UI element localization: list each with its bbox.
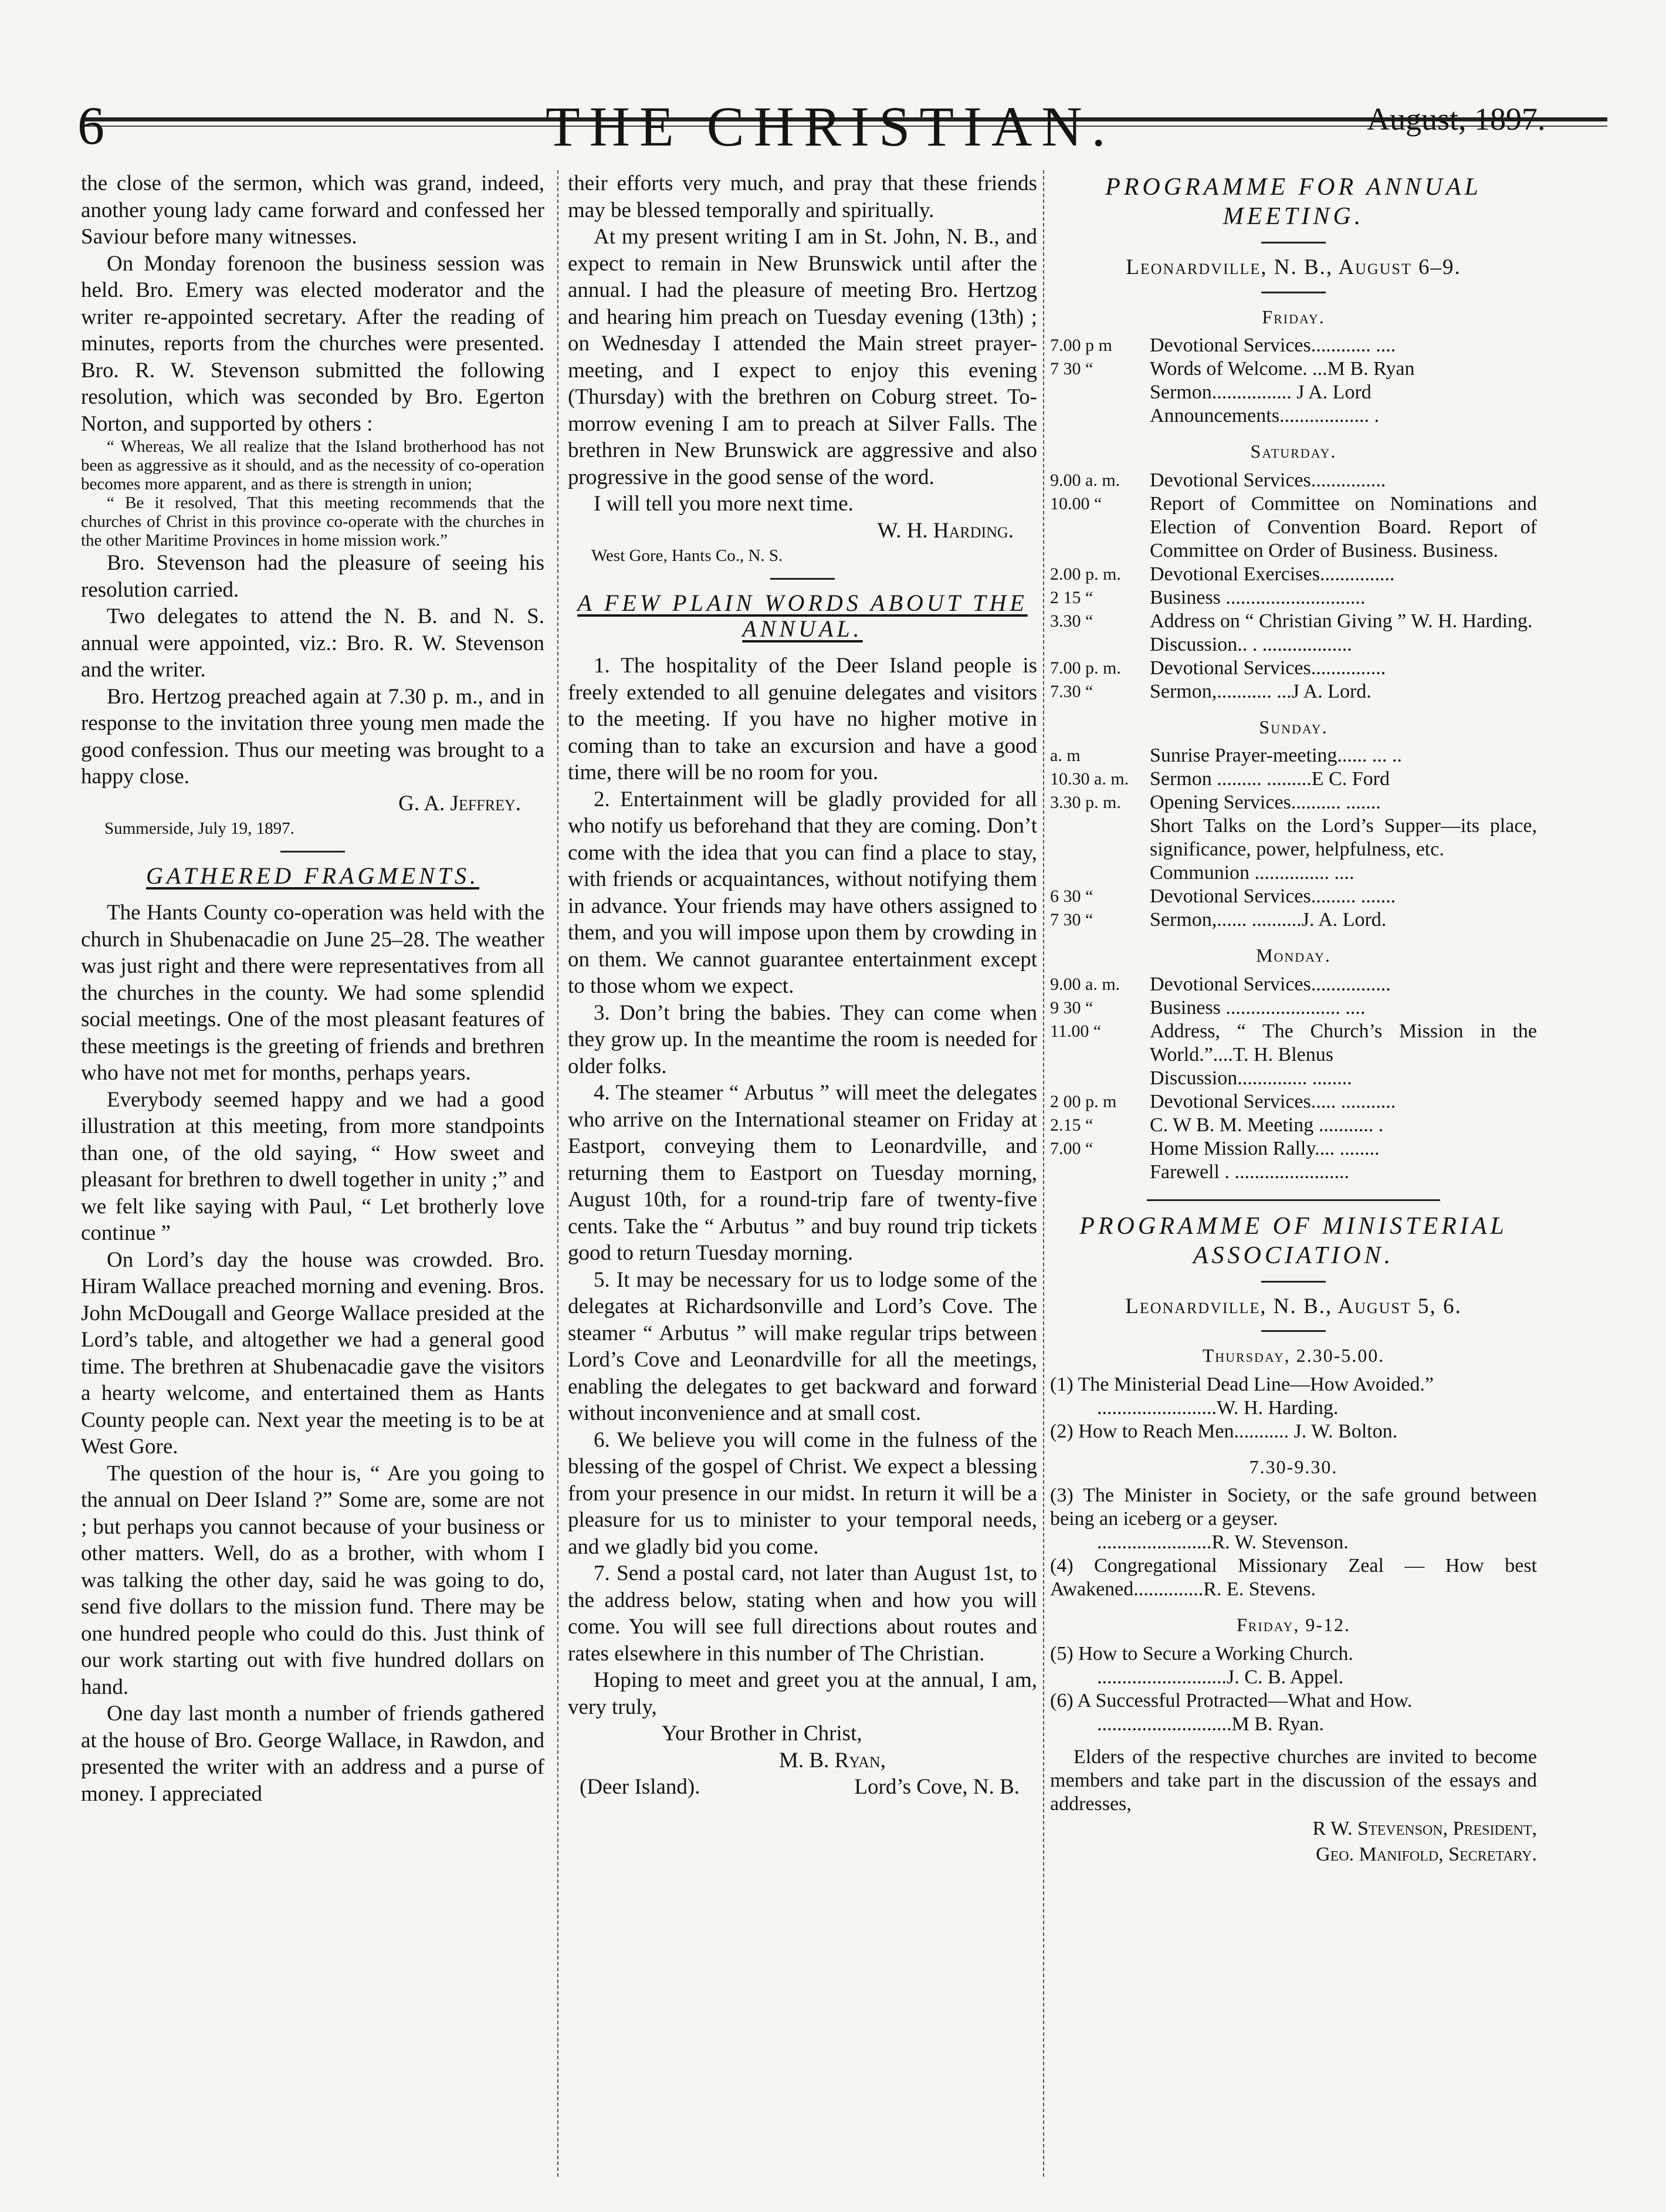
programme-time	[1050, 381, 1150, 404]
programme-place: Leonardville, N. B., August 5, 6.	[1125, 1294, 1462, 1318]
programme-time: 6 30 “	[1050, 887, 1093, 906]
programme-event: Business ............................	[1150, 586, 1366, 608]
programme-row	[1050, 861, 1537, 885]
section-title: GATHERED FRAGMENTS.	[145, 863, 480, 889]
resolution-quote: “ Be it resolved, That this meeting recommends that the churches of Christ in this province co-operate with the churches in the other Maritime Provinces in home mission work.”	[81, 493, 544, 550]
programme-event: Words of Welcome. ...M B. Ryan	[1150, 358, 1415, 380]
essay-title: (3) The Minister in Society, or the safe ground between being an iceberg or a geyser.	[1050, 1484, 1537, 1530]
programme-event: Devotional Services..... ...........	[1150, 1090, 1396, 1112]
programme-time: 10.00 “	[1050, 493, 1102, 513]
programme-time: 7.00 p m	[1050, 336, 1112, 355]
programme-row	[1050, 381, 1537, 404]
programme-time: 2 15 “	[1050, 587, 1093, 607]
programme-row	[1050, 973, 1537, 996]
programme-time	[1050, 861, 1150, 885]
programme-place: Leonardville, N. B., August 6–9.	[1126, 255, 1461, 279]
programme-row	[1050, 744, 1537, 767]
programme-row	[1050, 610, 1537, 633]
programme-row	[1050, 492, 1537, 563]
programme-time: 3.30 “	[1050, 611, 1093, 631]
programme-time	[1050, 404, 1150, 428]
programme-time: 10.30 a. m.	[1050, 769, 1129, 789]
essay-author: ...........................M B. Ryan.	[1097, 1713, 1324, 1735]
list-item: 2. Entertainment will be gladly provided for all who notify us beforehand that they are coming. Don’t come with the idea that you can find a place to stay, with friends or acquaintances, without notifying them in advance. Your friends may have others assigned to them, and you will impose upon them by crowding in on them. We cannot guarantee entertainment except to those whom we expect.	[568, 787, 1037, 998]
paragraph: Two delegates to attend the N. B. and N. S. annual were appointed, viz.: Bro. R. W. Stevenson and the writer.	[81, 604, 544, 682]
essay-title: (6) A Successful Protracted—What and How.	[1050, 1689, 1413, 1712]
closing: Your Brother in Christ,	[662, 1721, 862, 1746]
programme-row	[1050, 996, 1537, 1020]
issue-date: August, 1897.	[1367, 102, 1546, 137]
programme-event: Announcements.................. .	[1150, 405, 1379, 427]
programme-event: Devotional Services...............	[1150, 469, 1386, 491]
programme-row	[1050, 657, 1537, 680]
column-2	[568, 170, 1037, 1801]
programme-days	[1050, 304, 1537, 1184]
day-heading: Friday.	[1262, 306, 1325, 327]
essay-item	[1050, 1642, 1537, 1689]
session-items	[1050, 1642, 1537, 1736]
day-heading: Sunday.	[1259, 716, 1328, 738]
programme-row	[1050, 1114, 1537, 1137]
programme-row	[1050, 1067, 1537, 1090]
column-divider-2	[1043, 170, 1044, 2177]
programme-row	[1050, 586, 1537, 610]
programme-title: PROGRAMME FOR ANNUAL MEETING.	[1105, 174, 1482, 230]
paragraph: At my present writing I am in St. John, N. B., and expect to remain in New Brunswick until after the annual. I had the pleasure of meeting Bro. Hertzog and hearing him preach on Tuesday evening (13th) ; on Wednesday I attended the Main street prayer-meeting, and I expect to enjoy this evening (Thursday) with the brethren on Coburg street. To-morrow evening I am to preach at Silver Falls. The brethren in New Brunswick are aggressive and also progressive in the good sense of the word.	[568, 225, 1037, 489]
paragraph: On Monday forenoon the business session was held. Bro. Emery was elected moderator and the writer re-appointed secretary. After the reading of minutes, reports from the churches were presented. Bro. R. W. Stevenson submitted the following resolution, which was seconded by Bro. Egerton Norton, and supported by others :	[81, 251, 544, 436]
programme-time	[1050, 1161, 1150, 1184]
closing-signature: M. B. Ryan,	[779, 1748, 886, 1773]
programme-event: Devotional Services......... .......	[1150, 885, 1396, 907]
essay-author: .......................R. W. Stevenson.	[1097, 1531, 1349, 1553]
paragraph: The Hants County co-operation was held with the church in Shubenacadie on June 25–28. The weather was just right and there were representatives from all the churches in the county. We had some splendid social meetings. One of the most pleasant features of these meetings is the greeting of friends and brethren who have not met for months, perhaps years.	[81, 901, 544, 1085]
resolution-quote: “ Whereas, We all realize that the Island brotherhood has not been as aggressive as it should, and as the necessity of co-operation becomes more apparent, and as there is strength in union;	[81, 437, 544, 493]
programme-row	[1050, 791, 1537, 814]
paragraph: The question of the hour is, “ Are you going to the annual on Deer Island ?” Some are, some are not ; but perhaps you cannot because of your business or other matters. Well, do as a brother, with whom I was talking the other day, said he was going to do, send five dollars to the mission fund. There may be one hundred people who could do this. Just think of our work starting out with five hundred dollars on hand.	[81, 1461, 544, 1699]
paragraph: I will tell you more next time.	[594, 492, 854, 516]
essay-item	[1050, 1373, 1537, 1420]
programme-row	[1050, 767, 1537, 791]
programme-row	[1050, 357, 1537, 381]
day-heading: Saturday.	[1250, 441, 1337, 462]
programme-event: Sermon,........... ...J A. Lord.	[1150, 680, 1372, 702]
programme-event: C. W B. M. Meeting ........... .	[1150, 1114, 1384, 1136]
closing-address	[568, 1774, 1037, 1801]
essay-author: ........................W. H. Harding.	[1097, 1396, 1339, 1419]
list-item: 4. The steamer “ Arbutus ” will meet the delegates who arrive on the International steamer on Friday at Eastport, conveying them to Leonardville, and returning them to Eastport on Tuesday morning, August 10th, for a round-trip fare of twenty-five cents. Take the “ Arbutus ” and buy round trip tickets good to return Tuesday morning.	[568, 1081, 1037, 1265]
programme-time: 2.15 “	[1050, 1115, 1093, 1135]
column-divider-1	[557, 170, 558, 2177]
closing: Hoping to meet and greet you at the annual, I am, very truly,	[568, 1668, 1037, 1719]
essay-title: (1) The Ministerial Dead Line—How Avoided.”	[1050, 1373, 1434, 1395]
programme-row	[1050, 1090, 1537, 1114]
session-heading: 7.30-9.30.	[1249, 1456, 1338, 1477]
programme-row	[1050, 334, 1537, 357]
programme-event: Sermon,...... ..........J. A. Lord.	[1150, 909, 1387, 931]
programme-event: Devotional Services................	[1150, 973, 1391, 995]
paragraph: Everybody seemed happy and we had a good illustration at this meeting, from more standpoints than one, of the old saying, “ How sweet and pleasant for brethren to dwell together in unity ;” and we felt like saying with Paul, “ Let brotherly love continue ”	[81, 1087, 544, 1245]
essay-author: ..........................J. C. B. Appel.	[1097, 1666, 1344, 1688]
programme-time: 7.00 “	[1050, 1138, 1093, 1158]
signature: G. A. Jeffrey.	[398, 791, 521, 816]
programme-event: Communion ............... ....	[1150, 862, 1355, 884]
programme-event: Short Talks on the Lord’s Supper—its place, significance, power, helpfulness, etc.	[1150, 815, 1537, 860]
session-heading: Friday, 9-12.	[1236, 1614, 1351, 1635]
essay-title: (2) How to Reach Men........... J. W. Bolton.	[1050, 1420, 1398, 1442]
programme-time: 7.30 “	[1050, 681, 1093, 701]
programme-event: Address, “ The Church’s Mission in the World.”....T. H. Blenus	[1150, 1020, 1537, 1066]
programme-event: Report of Committee on Nominations and Election of Convention Board. Report of Committee on Order of Business. Business.	[1150, 492, 1537, 562]
session-heading: Thursday, 2.30-5.00.	[1202, 1345, 1385, 1366]
paragraph: One day last month a number of friends gathered at the house of Bro. George Wallace, in Rawdon, and presented the writer with an address and a purse of money. I appreciated	[81, 1702, 544, 1806]
list-item: 7. Send a postal card, not later than August 1st, to the address below, stating when and how you will come. You will see full directions about routes and rates elsewhere in this number of The Christian.	[568, 1561, 1037, 1666]
day-heading: Monday.	[1256, 945, 1331, 966]
session-items	[1050, 1484, 1537, 1601]
paragraph: Bro. Stevenson had the pleasure of seeing his resolution carried.	[81, 551, 544, 602]
programme-row	[1050, 1020, 1537, 1067]
programme-time: 11.00 “	[1050, 1021, 1102, 1041]
essay-item	[1050, 1484, 1537, 1554]
programme-time: 7 30 “	[1050, 359, 1093, 378]
programme-row	[1050, 908, 1537, 932]
programme-row	[1050, 1137, 1537, 1161]
section-title: A FEW PLAIN WORDS ABOUT THE ANNUAL.	[577, 590, 1028, 642]
officer-line: Geo. Manifold, Secretary.	[1316, 1843, 1537, 1865]
section-rule	[1261, 242, 1326, 243]
programme-time: 9 30 “	[1050, 997, 1093, 1017]
essay-item	[1050, 1554, 1537, 1601]
paragraph: the close of the sermon, which was grand, indeed, another young lady came forward and confessed her Saviour before many witnesses.	[81, 171, 544, 249]
column-3	[1050, 170, 1537, 1868]
programme-event: Home Mission Rally.... ........	[1150, 1137, 1380, 1159]
programme-time	[1050, 814, 1150, 861]
dateline: West Gore, Hants Co., N. S.	[591, 546, 783, 565]
programme-row	[1050, 885, 1537, 908]
programme-event: Devotional Services............ ....	[1150, 334, 1396, 356]
officer-line: R W. Stevenson, President,	[1312, 1817, 1537, 1839]
programme-event: Discussion.............. ........	[1150, 1067, 1352, 1089]
list-item: 3. Don’t bring the babies. They can come when they grow up. In the meantime the room is needed for older folks.	[568, 1000, 1037, 1078]
section-rule	[1261, 292, 1326, 293]
programme-time: 3.30 p. m.	[1050, 793, 1121, 812]
list-item: 5. It may be necessary for us to lodge some of the delegates at Richardsonville and Lord’s Cove. The steamer “ Arbutus ” will make regular trips between Lord’s Cove and Leonardville for all the meetings, enabling the delegates to get backward and forward without inconvenience and at small cost.	[568, 1267, 1037, 1425]
programme-event: Business ....................... ....	[1150, 996, 1366, 1019]
programme-event: Discussion.. . ..................	[1150, 633, 1352, 655]
programme-event: Farewell . .......................	[1150, 1161, 1349, 1183]
list-item: 1. The hospitality of the Deer Island people is freely extended to all genuine delegates and visitors to the meeting. If you have no higher motive in coming than to take an excursion and have a good time, there will be no room for you.	[568, 654, 1037, 784]
column-1	[81, 170, 544, 1807]
programme-title: PROGRAMME OF MINISTERIAL ASSOCIATION.	[1079, 1212, 1508, 1269]
note: Elders of the respective churches are invited to become members and take part in the discussion of the essays and addresses,	[1050, 1746, 1537, 1815]
programme-time: a. m	[1050, 746, 1081, 765]
programme-row	[1050, 814, 1537, 861]
signature: W. H. Harding.	[877, 518, 1014, 543]
dateline: Summerside, July 19, 1897.	[104, 819, 294, 838]
essay-title: (5) How to Secure a Working Church.	[1050, 1642, 1353, 1665]
programme-time: 7 30 “	[1050, 910, 1093, 929]
programme-event: Devotional Services...............	[1150, 657, 1386, 679]
programme-time	[1050, 1067, 1150, 1090]
section-rule	[1261, 1281, 1326, 1283]
programme-time: 9.00 a. m.	[1050, 470, 1120, 490]
programme-time: 9.00 a. m.	[1050, 974, 1120, 994]
programme-row	[1050, 633, 1537, 657]
programme-event: Sermon................ J A. Lord	[1150, 381, 1372, 403]
paragraph: their efforts very much, and pray that these friends may be blessed temporally and spiritually.	[568, 171, 1037, 222]
closing-place: Lord’s Cove, N. B.	[854, 1775, 1020, 1799]
programme-event: Devotional Exercises...............	[1150, 563, 1395, 585]
programme-time	[1050, 633, 1150, 657]
programme-row	[1050, 680, 1537, 703]
programme-row	[1050, 404, 1537, 428]
session-items	[1050, 1373, 1537, 1443]
masthead-title: THE CHRISTIAN.	[546, 95, 1115, 158]
page-number: 6	[77, 96, 104, 155]
programme-row	[1050, 1161, 1537, 1184]
paragraph: On Lord’s day the house was crowded. Bro. Hiram Wallace preached morning and evening. Bros. John McDougall and George Wallace presided at the Lord’s table, and altogether we had a general good time. The brethren at Shubenacadie gave the visitors a hearty welcome, and entertained them as Hants County people can. Next year the meeting is to be at West Gore.	[81, 1247, 544, 1459]
closing-place: (Deer Island).	[580, 1775, 700, 1799]
essay-item	[1050, 1689, 1537, 1736]
programme-time: 2 00 p. m	[1050, 1091, 1117, 1111]
section-rule	[280, 851, 345, 853]
programme-event: Address on “ Christian Giving ” W. H. Harding.	[1150, 610, 1533, 632]
programme-event: Opening Services.......... .......	[1150, 792, 1381, 813]
section-rule	[1261, 1330, 1326, 1332]
section-rule	[770, 578, 835, 580]
list-item: 6. We believe you will come in the fulness of the blessing of the gospel of Christ. We expect a blessing from your presence in our midst. In return it will be a pleasure for us to minister to your temporal needs, and we gladly bid you come.	[568, 1428, 1037, 1559]
paragraph: Bro. Hertzog preached again at 7.30 p. m., and in response to the invitation three young men made the good confession. Thus our meeting was brought to a happy close.	[81, 684, 544, 789]
programme-event: Sermon ......... .........E C. Ford	[1150, 768, 1390, 790]
programme-row	[1050, 469, 1537, 492]
programme-row	[1050, 563, 1537, 586]
essay-title: (4) Congregational Missionary Zeal — How best Awakened..............R. E. Stevens.	[1050, 1555, 1537, 1600]
programme-time: 7.00 p. m.	[1050, 658, 1121, 678]
essay-item	[1050, 1420, 1537, 1443]
programme-event: Sunrise Prayer-meeting...... ... ..	[1150, 745, 1402, 766]
section-rule	[1147, 1199, 1440, 1201]
programme-time: 2.00 p. m.	[1050, 564, 1121, 584]
